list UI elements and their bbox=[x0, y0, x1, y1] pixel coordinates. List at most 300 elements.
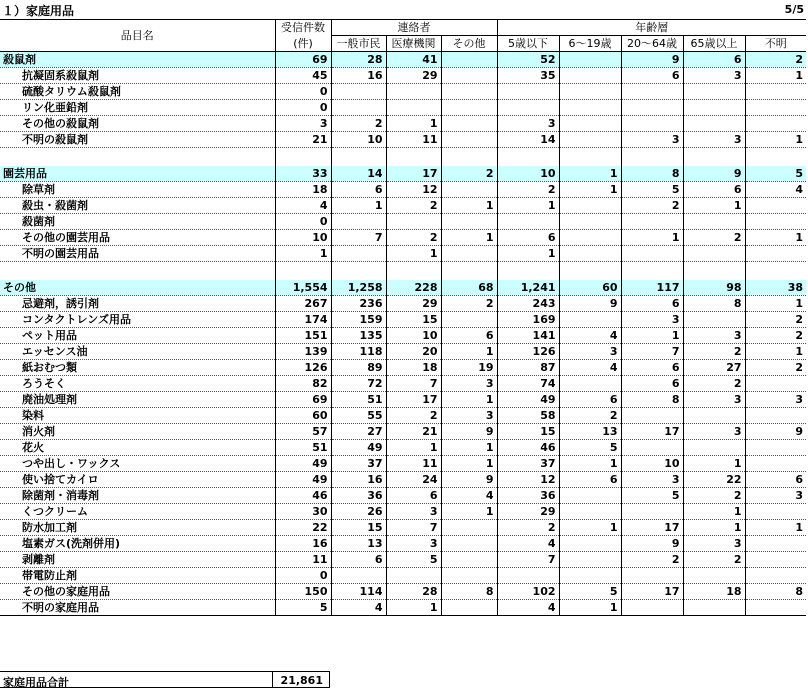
contact-public-cell: 72 bbox=[331, 376, 386, 392]
spacer-cell bbox=[621, 262, 683, 280]
age-under5-cell: 10 bbox=[497, 166, 559, 182]
age-65plus-cell bbox=[683, 568, 745, 584]
received-cell: 45 bbox=[275, 68, 331, 84]
age-6-19-cell: 1 bbox=[559, 600, 621, 616]
contact-other-cell bbox=[441, 536, 497, 552]
age-header-65plus: 65歳以上 bbox=[683, 36, 745, 52]
spacer-cell bbox=[497, 262, 559, 280]
age-6-19-cell bbox=[559, 198, 621, 214]
age-under5-cell: 1 bbox=[497, 198, 559, 214]
age-20-64-cell bbox=[621, 116, 683, 132]
age-20-64-cell: 9 bbox=[621, 536, 683, 552]
age-under5-cell: 12 bbox=[497, 472, 559, 488]
contact-other-cell bbox=[441, 568, 497, 584]
contact-other-cell bbox=[441, 214, 497, 230]
contact-public-cell: 13 bbox=[331, 536, 386, 552]
age-unknown-cell: 1 bbox=[745, 230, 806, 246]
contact-header-other: その他 bbox=[441, 36, 497, 52]
contact-other-cell: 6 bbox=[441, 328, 497, 344]
item-name: 紙おむつ類 bbox=[0, 360, 275, 376]
contact-public-cell: 27 bbox=[331, 424, 386, 440]
contact-public-cell bbox=[331, 100, 386, 116]
received-cell: 0 bbox=[275, 100, 331, 116]
age-6-19-cell bbox=[559, 84, 621, 100]
age-65plus-cell: 3 bbox=[683, 132, 745, 148]
contact-public-cell: 118 bbox=[331, 344, 386, 360]
age-header-20-64: 20～64歳 bbox=[621, 36, 683, 52]
age-under5-cell: 37 bbox=[497, 456, 559, 472]
received-count-header: 受信件数 bbox=[275, 20, 331, 36]
table-row bbox=[0, 504, 806, 520]
age-unknown-cell bbox=[745, 568, 806, 584]
contact-other-cell bbox=[441, 182, 497, 198]
age-20-64-cell bbox=[621, 600, 683, 616]
contact-public-cell: 1,258 bbox=[331, 280, 386, 296]
age-65plus-cell: 2 bbox=[683, 552, 745, 568]
table-row bbox=[0, 132, 806, 148]
item-name: 剥離剤 bbox=[0, 552, 275, 568]
page-number: 5/5 bbox=[784, 3, 804, 16]
age-20-64-cell: 17 bbox=[621, 520, 683, 536]
contact-public-cell: 1 bbox=[331, 198, 386, 214]
received-cell: 30 bbox=[275, 504, 331, 520]
age-65plus-cell: 3 bbox=[683, 424, 745, 440]
item-name: 帯電防止剤 bbox=[0, 568, 275, 584]
contact-public-cell: 16 bbox=[331, 472, 386, 488]
contact-other-cell bbox=[441, 100, 497, 116]
item-name: 消火剤 bbox=[0, 424, 275, 440]
contact-medical-cell: 3 bbox=[386, 536, 441, 552]
age-6-19-cell bbox=[559, 52, 621, 68]
age-65plus-cell: 98 bbox=[683, 280, 745, 296]
age-20-64-cell: 6 bbox=[621, 376, 683, 392]
received-cell: 150 bbox=[275, 584, 331, 600]
contact-other-cell: 1 bbox=[441, 230, 497, 246]
age-65plus-cell: 2 bbox=[683, 488, 745, 504]
item-name: 殺虫・殺菌剤 bbox=[0, 198, 275, 214]
table-row bbox=[0, 296, 806, 312]
received-cell: 10 bbox=[275, 230, 331, 246]
item-name: ペット用品 bbox=[0, 328, 275, 344]
age-65plus-cell: 1 bbox=[683, 456, 745, 472]
age-unknown-cell bbox=[745, 600, 806, 616]
item-name: ろうそく bbox=[0, 376, 275, 392]
age-20-64-cell bbox=[621, 84, 683, 100]
item-name-header: 品目名 bbox=[0, 20, 275, 52]
contact-medical-cell: 12 bbox=[386, 182, 441, 198]
contact-public-cell: 49 bbox=[331, 440, 386, 456]
age-under5-cell: 52 bbox=[497, 52, 559, 68]
item-name: 殺菌剤 bbox=[0, 214, 275, 230]
table-row bbox=[0, 198, 806, 214]
received-cell: 267 bbox=[275, 296, 331, 312]
contact-public-cell: 10 bbox=[331, 132, 386, 148]
age-under5-cell bbox=[497, 568, 559, 584]
spacer-cell bbox=[386, 148, 441, 166]
contact-other-cell: 1 bbox=[441, 440, 497, 456]
contact-public-cell: 51 bbox=[331, 392, 386, 408]
age-65plus-cell: 2 bbox=[683, 230, 745, 246]
received-cell: 174 bbox=[275, 312, 331, 328]
contact-other-cell bbox=[441, 84, 497, 100]
item-name: 不明の殺鼠剤 bbox=[0, 132, 275, 148]
received-cell: 0 bbox=[275, 568, 331, 584]
age-20-64-cell: 10 bbox=[621, 456, 683, 472]
contact-medical-cell: 28 bbox=[386, 584, 441, 600]
contact-public-cell: 114 bbox=[331, 584, 386, 600]
age-under5-cell: 2 bbox=[497, 182, 559, 198]
age-20-64-cell bbox=[621, 100, 683, 116]
item-name: 除菌剤・消毒剤 bbox=[0, 488, 275, 504]
age-unknown-cell: 2 bbox=[745, 312, 806, 328]
household-total bbox=[0, 671, 330, 688]
age-unknown-cell: 1 bbox=[745, 132, 806, 148]
age-6-19-cell: 1 bbox=[559, 182, 621, 198]
age-6-19-cell: 5 bbox=[559, 584, 621, 600]
received-cell: 4 bbox=[275, 198, 331, 214]
item-name: 廃油処理剤 bbox=[0, 392, 275, 408]
received-cell: 60 bbox=[275, 408, 331, 424]
age-6-19-cell bbox=[559, 68, 621, 84]
table-row bbox=[0, 214, 806, 230]
age-unknown-cell: 1 bbox=[745, 520, 806, 536]
contact-medical-cell bbox=[386, 568, 441, 584]
table-row bbox=[0, 488, 806, 504]
received-cell: 69 bbox=[275, 52, 331, 68]
contact-medical-cell: 17 bbox=[386, 166, 441, 182]
age-unknown-cell: 8 bbox=[745, 584, 806, 600]
contact-other-cell: 1 bbox=[441, 198, 497, 214]
age-65plus-cell bbox=[683, 440, 745, 456]
age-unknown-cell: 2 bbox=[745, 328, 806, 344]
age-under5-cell bbox=[497, 214, 559, 230]
table-row bbox=[0, 246, 806, 262]
table-row bbox=[0, 440, 806, 456]
spacer-cell bbox=[559, 262, 621, 280]
spacer-cell bbox=[0, 148, 275, 166]
age-6-19-cell bbox=[559, 100, 621, 116]
spacer-cell bbox=[745, 262, 806, 280]
table-row bbox=[0, 456, 806, 472]
table-row bbox=[0, 376, 806, 392]
contact-medical-cell: 7 bbox=[386, 520, 441, 536]
age-20-64-cell: 2 bbox=[621, 198, 683, 214]
age-unknown-cell: 5 bbox=[745, 166, 806, 182]
contact-other-cell bbox=[441, 68, 497, 84]
age-65plus-cell bbox=[683, 100, 745, 116]
age-65plus-cell: 3 bbox=[683, 68, 745, 84]
contact-medical-cell: 15 bbox=[386, 312, 441, 328]
contact-medical-cell: 2 bbox=[386, 230, 441, 246]
age-20-64-cell: 17 bbox=[621, 424, 683, 440]
age-65plus-cell: 8 bbox=[683, 296, 745, 312]
spacer-cell bbox=[386, 262, 441, 280]
table-row bbox=[0, 68, 806, 84]
age-under5-cell: 2 bbox=[497, 520, 559, 536]
age-under5-cell: 29 bbox=[497, 504, 559, 520]
spacer-cell bbox=[745, 148, 806, 166]
contact-other-cell: 1 bbox=[441, 344, 497, 360]
age-20-64-cell: 6 bbox=[621, 360, 683, 376]
table-row bbox=[0, 84, 806, 100]
age-20-64-cell: 5 bbox=[621, 182, 683, 198]
table-row bbox=[0, 408, 806, 424]
contact-public-cell bbox=[331, 84, 386, 100]
contact-header-public: 一般市民 bbox=[331, 36, 386, 52]
age-unknown-cell: 1 bbox=[745, 296, 806, 312]
spacer-cell bbox=[331, 262, 386, 280]
age-6-19-cell bbox=[559, 376, 621, 392]
contact-medical-cell: 41 bbox=[386, 52, 441, 68]
contact-medical-cell bbox=[386, 100, 441, 116]
contact-other-cell: 2 bbox=[441, 296, 497, 312]
total-label: 家庭用品合計 bbox=[3, 676, 69, 689]
spacer-cell bbox=[683, 148, 745, 166]
contact-medical-cell: 18 bbox=[386, 360, 441, 376]
age-65plus-cell: 6 bbox=[683, 52, 745, 68]
spacer-cell bbox=[331, 148, 386, 166]
age-65plus-cell bbox=[683, 116, 745, 132]
age-header-6-19: 6～19歳 bbox=[559, 36, 621, 52]
contact-other-cell bbox=[441, 552, 497, 568]
age-20-64-cell: 117 bbox=[621, 280, 683, 296]
received-unit-header: (件) bbox=[275, 36, 331, 52]
spacer-cell bbox=[275, 148, 331, 166]
item-name: 不明の園芸用品 bbox=[0, 246, 275, 262]
age-65plus-cell: 22 bbox=[683, 472, 745, 488]
received-cell: 46 bbox=[275, 488, 331, 504]
contact-medical-cell: 2 bbox=[386, 408, 441, 424]
contact-medical-cell: 29 bbox=[386, 68, 441, 84]
received-cell: 22 bbox=[275, 520, 331, 536]
age-unknown-cell: 2 bbox=[745, 52, 806, 68]
total-value: 21,861 bbox=[280, 674, 323, 687]
contact-public-cell: 6 bbox=[331, 552, 386, 568]
age-65plus-cell: 1 bbox=[683, 198, 745, 214]
age-20-64-cell bbox=[621, 440, 683, 456]
item-name: くつクリーム bbox=[0, 504, 275, 520]
age-under5-cell: 102 bbox=[497, 584, 559, 600]
contact-medical-cell: 1 bbox=[386, 116, 441, 132]
contact-public-cell: 37 bbox=[331, 456, 386, 472]
item-name: 花火 bbox=[0, 440, 275, 456]
contact-other-cell: 1 bbox=[441, 504, 497, 520]
age-65plus-cell: 3 bbox=[683, 328, 745, 344]
age-unknown-cell: 2 bbox=[745, 360, 806, 376]
contact-medical-cell: 7 bbox=[386, 376, 441, 392]
age-6-19-cell bbox=[559, 312, 621, 328]
age-under5-cell: 3 bbox=[497, 116, 559, 132]
age-65plus-cell: 27 bbox=[683, 360, 745, 376]
contact-medical-cell: 6 bbox=[386, 488, 441, 504]
age-6-19-cell bbox=[559, 504, 621, 520]
age-6-19-cell: 1 bbox=[559, 166, 621, 182]
item-name: 硫酸タリウム殺鼠剤 bbox=[0, 84, 275, 100]
age-under5-cell: 4 bbox=[497, 600, 559, 616]
spacer-cell bbox=[683, 262, 745, 280]
age-unknown-cell: 4 bbox=[745, 182, 806, 198]
age-under5-cell bbox=[497, 84, 559, 100]
item-name: 除草剤 bbox=[0, 182, 275, 198]
spacer-row bbox=[0, 148, 806, 166]
item-name: 染料 bbox=[0, 408, 275, 424]
received-cell: 126 bbox=[275, 360, 331, 376]
contact-medical-cell: 29 bbox=[386, 296, 441, 312]
item-name: リン化亜鉛剤 bbox=[0, 100, 275, 116]
contact-other-cell: 3 bbox=[441, 376, 497, 392]
age-under5-cell: 169 bbox=[497, 312, 559, 328]
category-row bbox=[0, 280, 806, 296]
age-65plus-cell: 2 bbox=[683, 376, 745, 392]
age-6-19-cell: 1 bbox=[559, 520, 621, 536]
age-6-19-cell bbox=[559, 132, 621, 148]
age-under5-cell: 58 bbox=[497, 408, 559, 424]
table-row bbox=[0, 328, 806, 344]
age-under5-cell bbox=[497, 100, 559, 116]
age-unknown-cell: 3 bbox=[745, 488, 806, 504]
age-under5-cell: 7 bbox=[497, 552, 559, 568]
category-name: 殺鼠剤 bbox=[0, 52, 275, 68]
contact-other-cell: 1 bbox=[441, 456, 497, 472]
age-6-19-cell: 9 bbox=[559, 296, 621, 312]
age-20-64-cell: 8 bbox=[621, 392, 683, 408]
received-cell: 49 bbox=[275, 456, 331, 472]
contact-medical-cell: 17 bbox=[386, 392, 441, 408]
received-cell: 57 bbox=[275, 424, 331, 440]
age-65plus-cell: 18 bbox=[683, 584, 745, 600]
age-65plus-cell bbox=[683, 84, 745, 100]
age-20-64-cell: 2 bbox=[621, 552, 683, 568]
age-6-19-cell bbox=[559, 552, 621, 568]
age-under5-cell: 46 bbox=[497, 440, 559, 456]
contact-public-cell: 159 bbox=[331, 312, 386, 328]
contact-other-cell bbox=[441, 132, 497, 148]
age-unknown-cell: 1 bbox=[745, 68, 806, 84]
age-unknown-cell bbox=[745, 214, 806, 230]
age-65plus-cell bbox=[683, 408, 745, 424]
age-unknown-cell: 3 bbox=[745, 392, 806, 408]
contact-medical-cell: 1 bbox=[386, 440, 441, 456]
table-row bbox=[0, 312, 806, 328]
contact-public-cell: 26 bbox=[331, 504, 386, 520]
contact-medical-cell: 228 bbox=[386, 280, 441, 296]
age-unknown-cell bbox=[745, 440, 806, 456]
contact-public-cell: 4 bbox=[331, 600, 386, 616]
category-name: その他 bbox=[0, 280, 275, 296]
age-6-19-cell: 3 bbox=[559, 344, 621, 360]
received-cell: 16 bbox=[275, 536, 331, 552]
age-unknown-cell bbox=[745, 456, 806, 472]
item-name: その他の殺鼠剤 bbox=[0, 116, 275, 132]
age-unknown-cell bbox=[745, 536, 806, 552]
age-unknown-cell bbox=[745, 198, 806, 214]
item-name: 抗凝固系殺鼠剤 bbox=[0, 68, 275, 84]
contact-other-cell: 19 bbox=[441, 360, 497, 376]
age-65plus-cell bbox=[683, 246, 745, 262]
item-name: 不明の家庭用品 bbox=[0, 600, 275, 616]
contact-public-cell bbox=[331, 246, 386, 262]
contact-medical-cell: 11 bbox=[386, 456, 441, 472]
spacer-cell bbox=[275, 262, 331, 280]
contact-public-cell: 135 bbox=[331, 328, 386, 344]
age-under5-cell: 15 bbox=[497, 424, 559, 440]
item-name: 防水加工剤 bbox=[0, 520, 275, 536]
received-cell: 51 bbox=[275, 440, 331, 456]
contact-public-cell bbox=[331, 568, 386, 584]
age-20-64-cell bbox=[621, 568, 683, 584]
spacer-row bbox=[0, 262, 806, 280]
table-row bbox=[0, 568, 806, 584]
category-name: 園芸用品 bbox=[0, 166, 275, 182]
age-20-64-cell bbox=[621, 246, 683, 262]
contact-public-cell: 16 bbox=[331, 68, 386, 84]
contact-other-cell bbox=[441, 312, 497, 328]
item-name: 塩素ガス(洗剤併用) bbox=[0, 536, 275, 552]
received-cell: 1,554 bbox=[275, 280, 331, 296]
contact-medical-cell: 10 bbox=[386, 328, 441, 344]
contact-group-header: 連絡者 bbox=[331, 20, 497, 36]
age-20-64-cell bbox=[621, 408, 683, 424]
age-65plus-cell bbox=[683, 600, 745, 616]
contact-other-cell: 2 bbox=[441, 166, 497, 182]
page-header bbox=[0, 0, 808, 18]
age-unknown-cell: 6 bbox=[745, 472, 806, 488]
received-cell: 18 bbox=[275, 182, 331, 198]
age-unknown-cell bbox=[745, 246, 806, 262]
age-20-64-cell bbox=[621, 214, 683, 230]
age-under5-cell: 35 bbox=[497, 68, 559, 84]
spacer-cell bbox=[441, 148, 497, 166]
table-row bbox=[0, 424, 806, 440]
item-name: 忌避剤，誘引剤 bbox=[0, 296, 275, 312]
table-row bbox=[0, 116, 806, 132]
spacer-cell bbox=[621, 148, 683, 166]
age-header-unknown: 不明 bbox=[745, 36, 806, 52]
contact-other-cell: 4 bbox=[441, 488, 497, 504]
age-header-under5: 5歳以下 bbox=[497, 36, 559, 52]
spacer-cell bbox=[0, 262, 275, 280]
contact-public-cell: 236 bbox=[331, 296, 386, 312]
age-20-64-cell bbox=[621, 504, 683, 520]
age-6-19-cell bbox=[559, 488, 621, 504]
contact-other-cell bbox=[441, 600, 497, 616]
age-unknown-cell bbox=[745, 100, 806, 116]
contact-other-cell: 1 bbox=[441, 392, 497, 408]
received-cell: 21 bbox=[275, 132, 331, 148]
table-row bbox=[0, 520, 806, 536]
age-20-64-cell: 6 bbox=[621, 296, 683, 312]
contact-other-cell: 9 bbox=[441, 424, 497, 440]
contact-other-cell: 3 bbox=[441, 408, 497, 424]
age-6-19-cell bbox=[559, 214, 621, 230]
age-under5-cell: 141 bbox=[497, 328, 559, 344]
contact-other-cell: 68 bbox=[441, 280, 497, 296]
age-under5-cell: 4 bbox=[497, 536, 559, 552]
contact-medical-cell: 3 bbox=[386, 504, 441, 520]
contact-medical-cell: 24 bbox=[386, 472, 441, 488]
age-6-19-cell: 6 bbox=[559, 392, 621, 408]
item-name: 使い捨てカイロ bbox=[0, 472, 275, 488]
age-unknown-cell bbox=[745, 552, 806, 568]
table-row bbox=[0, 392, 806, 408]
age-under5-cell: 49 bbox=[497, 392, 559, 408]
age-20-64-cell: 3 bbox=[621, 312, 683, 328]
age-65plus-cell: 3 bbox=[683, 392, 745, 408]
received-cell: 11 bbox=[275, 552, 331, 568]
received-cell: 151 bbox=[275, 328, 331, 344]
age-65plus-cell: 9 bbox=[683, 166, 745, 182]
age-6-19-cell: 60 bbox=[559, 280, 621, 296]
